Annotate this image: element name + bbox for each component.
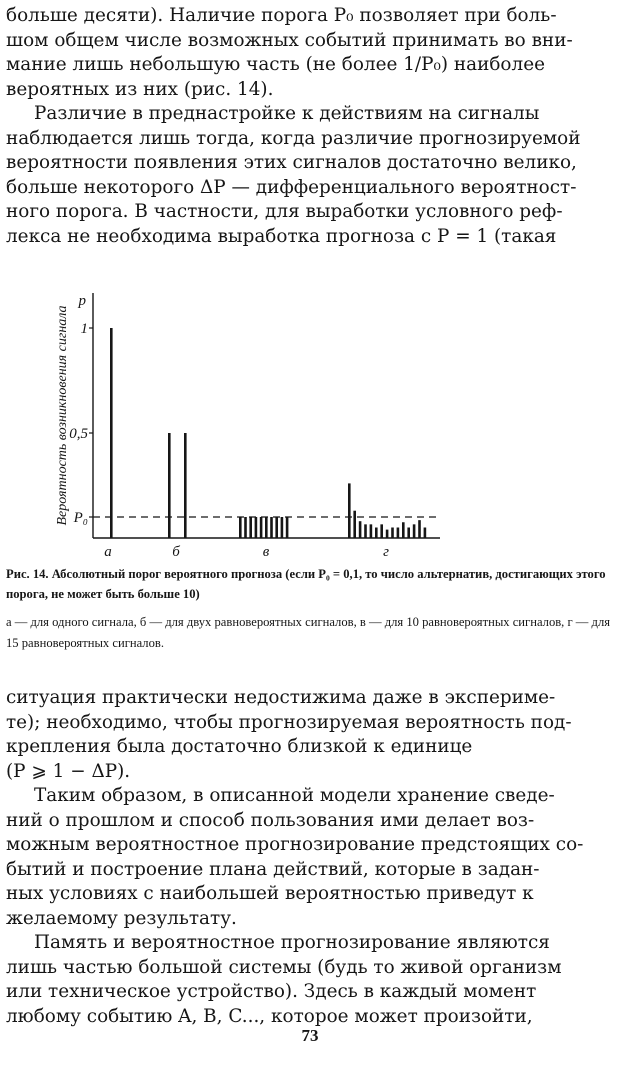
text-line: вероятности появления этих сигналов достаточно велико,	[6, 152, 577, 173]
text-line: лекса не необходима выработка прогноза с P = 1 (такая	[6, 225, 557, 247]
paragraph-threshold	[6, 102, 612, 249]
figure-caption-legend: а — для одного сигнала, б — для двух равновероятных сигналов, в — для 10 равновероятных сигналов, г — для 15 равновероятных сигналов.	[6, 615, 611, 650]
bar-г	[418, 520, 421, 538]
bar-г	[364, 524, 367, 538]
bar-а	[110, 328, 113, 538]
text-line: можным вероятностное прогнозирование предстоящих со-	[6, 834, 584, 855]
paragraph-situation	[6, 686, 612, 784]
text-line: или техническое устройство). Здесь в каждый момент	[6, 981, 537, 1002]
bar-г	[407, 528, 410, 539]
bar-в	[244, 517, 247, 538]
bar-г	[380, 524, 383, 538]
paragraph-model	[6, 784, 612, 931]
text-line: крепления была достаточно близкой к единице	[6, 736, 473, 757]
bar-в	[260, 517, 263, 538]
figure-caption-title: Рис. 14. Абсолютный порог вероятного прогноза (если P₀ = 0,1, то число альтернатив, достигающих этого порога, не может быть больше 10)	[6, 567, 606, 601]
text-line: ситуация практически недостижима даже в экспериме-	[6, 687, 556, 708]
text-line: ного порога. В частности, для выработки условного реф-	[6, 201, 563, 222]
text-line: ний о прошлом и способ пользования ими делает воз-	[6, 809, 535, 831]
y-axis-label: Вероятность возникновения сигнала	[55, 305, 70, 526]
text-line: мание лишь небольшую часть (не более 1/P₀) наиболее	[6, 54, 545, 75]
group-label: в	[262, 544, 270, 560]
text-line: Таким образом, в описанной модели хранение сведе-	[34, 785, 555, 806]
text-line: те); необходимо, чтобы прогнозируемая вероятность под-	[6, 711, 572, 733]
text-line: больше некоторого ΔP — дифференциального вероятност-	[6, 176, 577, 198]
text-line: ных условиях с наибольшей вероятностью приведут к	[6, 883, 534, 904]
text-line: шом общем числе возможных событий принимать во вни-	[6, 29, 573, 51]
bar-г	[370, 524, 373, 538]
bar-б	[168, 433, 171, 538]
text-line: лишь частью большой системы (будь то живой организм	[6, 956, 562, 978]
text-line: любому событию A, B, C..., которое может произойти,	[6, 1005, 533, 1027]
text-line: (P ⩾ 1 − ΔP).	[6, 760, 131, 782]
bar-г	[391, 528, 394, 539]
figure-14-chart	[0, 280, 620, 580]
bar-в	[239, 517, 242, 538]
text-line: желаемому результату.	[6, 907, 237, 929]
text-line: наблюдается лишь тогда, когда различие прогнозируемой	[6, 127, 581, 149]
bar-г	[397, 528, 400, 539]
y-tick-label: 1	[80, 321, 88, 337]
page-number: 73	[301, 1026, 319, 1045]
text-line: больше десяти). Наличие порога P₀ позволяет при боль-	[6, 5, 557, 26]
bar-г	[424, 528, 427, 539]
y-axis-letter: p	[78, 293, 86, 309]
bar-г	[375, 528, 378, 539]
text-line: Память и вероятностное прогнозирование являются	[34, 932, 550, 953]
bar-г	[359, 521, 362, 538]
text-line: Различие в преднастройке к действиям на сигналы	[34, 103, 540, 124]
group-label: б	[172, 544, 180, 560]
text-line: вероятных из них (рис. 14).	[6, 78, 274, 100]
bar-б	[184, 433, 187, 538]
y-tick-label: 0,5	[69, 426, 88, 442]
bar-в	[249, 517, 252, 538]
paragraph-memory	[6, 931, 612, 1029]
bar-в	[275, 517, 278, 538]
bar-в	[270, 517, 273, 538]
bar-г	[413, 524, 416, 538]
bar-в	[281, 517, 284, 538]
bar-г	[353, 511, 356, 538]
group-label: а	[104, 544, 112, 560]
y-tick-label: P₀	[73, 510, 88, 526]
bar-в	[286, 517, 289, 538]
group-label: г	[383, 544, 389, 560]
bar-г	[386, 530, 389, 538]
text-line: бытий и построение плана действий, которые в задан-	[6, 858, 540, 880]
paragraph-continued	[6, 4, 612, 102]
bar-в	[255, 517, 258, 538]
bar-в	[265, 517, 268, 538]
bar-г	[402, 522, 405, 538]
bar-г	[348, 483, 351, 538]
